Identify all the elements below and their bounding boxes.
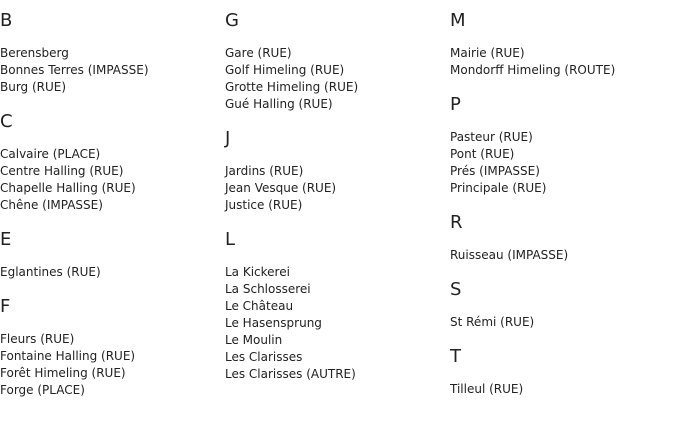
letter-group-j [225, 129, 445, 214]
letter-heading: P [450, 94, 461, 115]
street-list [450, 314, 670, 331]
street-link[interactable]: Mairie (RUE) [450, 46, 525, 60]
street-link[interactable]: Les Clarisses [225, 350, 303, 364]
letter-group-b [0, 11, 220, 96]
letter-heading: T [450, 346, 461, 367]
street-link[interactable]: Le Château [225, 299, 294, 313]
street-link[interactable]: Mondorff Himeling (ROUTE) [450, 63, 616, 77]
street-link[interactable]: Pasteur (RUE) [450, 130, 533, 144]
street-link[interactable]: Tilleul (RUE) [450, 382, 524, 396]
letter-group-l [225, 230, 445, 383]
letter-heading: G [225, 10, 239, 31]
street-list [450, 45, 670, 79]
letter-heading: L [225, 229, 236, 250]
street-link[interactable]: Fleurs (RUE) [0, 332, 75, 346]
letter-heading: C [0, 111, 13, 132]
letter-group-g [225, 11, 445, 113]
street-link[interactable]: Jardins (RUE) [225, 164, 304, 178]
street-link[interactable]: Prés (IMPASSE) [450, 164, 540, 178]
street-link[interactable]: Calvaire (PLACE) [0, 147, 101, 161]
street-link[interactable]: Centre Halling (RUE) [0, 164, 124, 178]
street-link[interactable]: La Kickerei [225, 265, 290, 279]
street-link[interactable]: Fontaine Halling (RUE) [0, 349, 136, 363]
street-link[interactable]: Bonnes Terres (IMPASSE) [0, 63, 149, 77]
street-list [450, 247, 670, 264]
street-link[interactable]: Justice (RUE) [225, 198, 303, 212]
street-index-column-2 [225, 0, 445, 383]
street-link[interactable]: Forge (PLACE) [0, 383, 85, 397]
street-link[interactable]: Gare (RUE) [225, 46, 292, 60]
letter-heading: E [0, 229, 12, 250]
street-list [0, 146, 220, 214]
street-list [225, 163, 445, 214]
street-list [0, 45, 220, 96]
street-link[interactable]: Eglantines (RUE) [0, 265, 101, 279]
street-list [225, 45, 445, 113]
street-list [450, 381, 670, 398]
letter-group-s [450, 280, 670, 331]
street-link[interactable]: Gué Halling (RUE) [225, 97, 333, 111]
letter-group-t [450, 347, 670, 398]
street-list [0, 331, 220, 399]
street-list [450, 129, 670, 197]
letter-heading: F [0, 296, 11, 317]
letter-group-r [450, 213, 670, 264]
street-link[interactable]: Forêt Himeling (RUE) [0, 366, 126, 380]
street-link[interactable]: Burg (RUE) [0, 80, 67, 94]
street-index-column-1 [0, 0, 220, 399]
street-link[interactable]: Le Hasensprung [225, 316, 322, 330]
street-list [0, 264, 220, 281]
letter-group-m [450, 11, 670, 79]
street-link[interactable]: Ruisseau (IMPASSE) [450, 248, 569, 262]
letter-heading: M [450, 10, 466, 31]
street-link[interactable]: La Schlosserei [225, 282, 311, 296]
street-list [225, 264, 445, 383]
street-link[interactable]: Berensberg [0, 46, 69, 60]
street-link[interactable]: Chêne (IMPASSE) [0, 198, 103, 212]
street-link[interactable]: Golf Himeling (RUE) [225, 63, 345, 77]
street-link[interactable]: St Rémi (RUE) [450, 315, 535, 329]
letter-heading: J [225, 128, 231, 149]
street-index-column-3 [450, 0, 670, 398]
letter-group-c [0, 112, 220, 214]
letter-group-f [0, 297, 220, 399]
street-link[interactable]: Le Moulin [225, 333, 283, 347]
street-link[interactable]: Les Clarisses (AUTRE) [225, 367, 356, 381]
street-link[interactable]: Jean Vesque (RUE) [225, 181, 337, 195]
street-link[interactable]: Chapelle Halling (RUE) [0, 181, 136, 195]
letter-group-e [0, 230, 220, 281]
street-link[interactable]: Principale (RUE) [450, 181, 547, 195]
letter-group-p [450, 95, 670, 197]
letter-heading: R [450, 212, 463, 233]
letter-heading: B [0, 10, 13, 31]
street-link[interactable]: Pont (RUE) [450, 147, 515, 161]
letter-heading: S [450, 279, 462, 300]
street-link[interactable]: Grotte Himeling (RUE) [225, 80, 359, 94]
